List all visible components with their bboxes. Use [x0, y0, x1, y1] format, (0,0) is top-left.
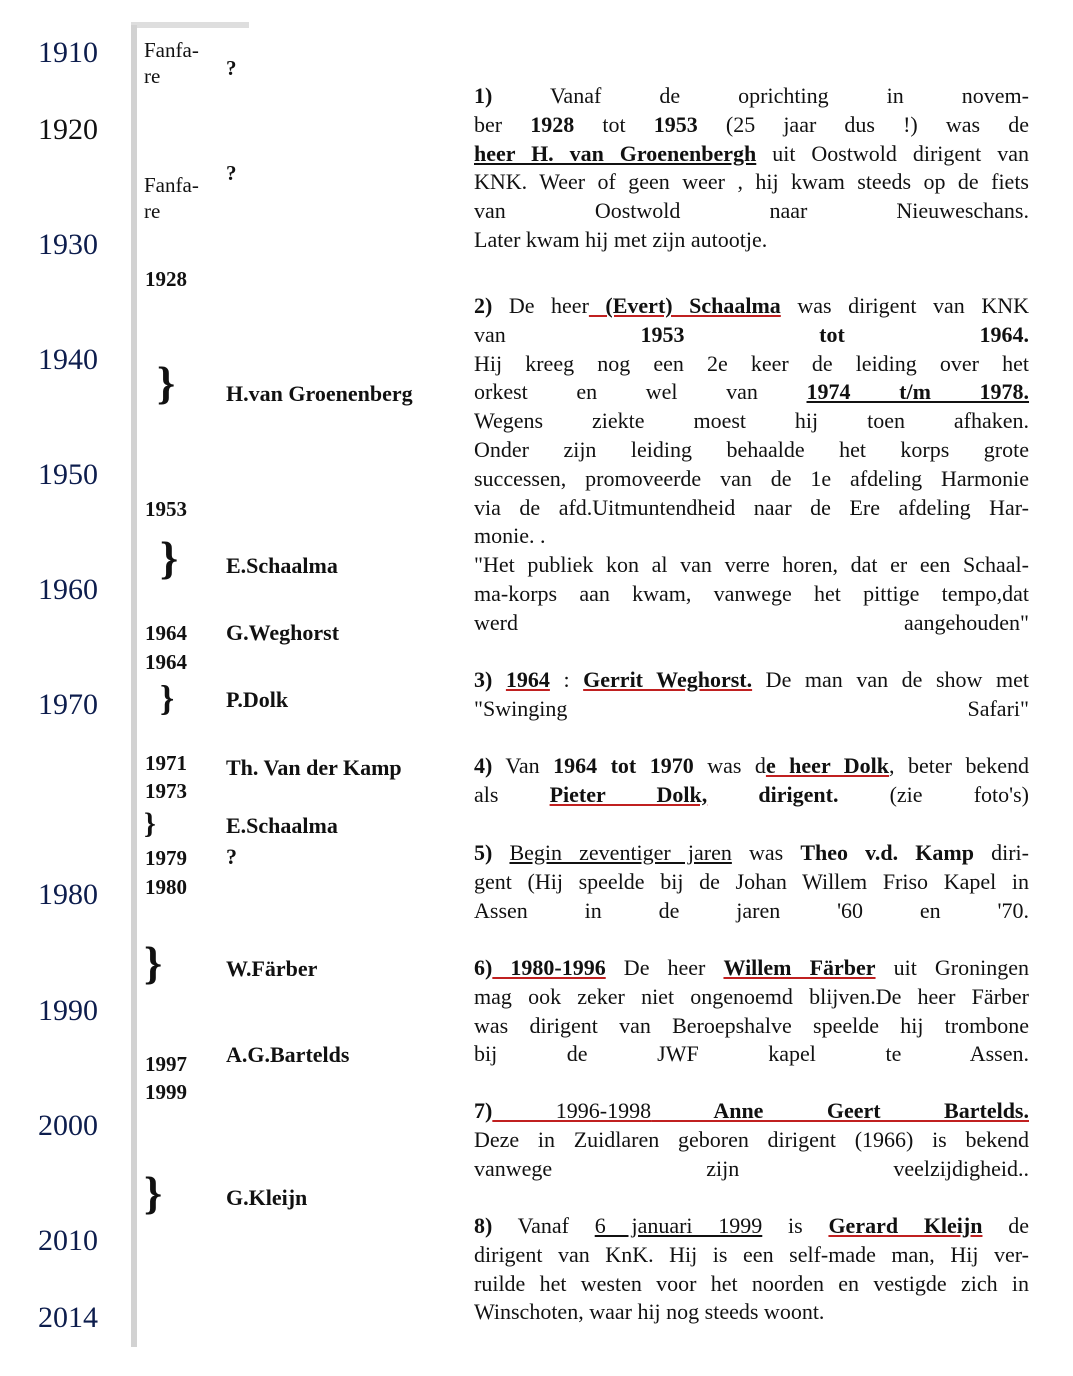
paragraph-5-number: 5)	[474, 840, 493, 865]
paragraph-2-line-10: "Het publiek kon al van verre horen, dat er een Schaal-	[474, 552, 1029, 578]
year-1973: 1973	[145, 779, 187, 803]
year-1971: 1971	[145, 751, 187, 775]
conductor-schaalma-2: E.Schaalma	[226, 813, 338, 838]
year-1964-a: 1964	[145, 621, 187, 645]
decade-2014: 2014	[38, 1301, 98, 1334]
p8-text: de	[982, 1213, 1029, 1238]
paragraph-2-number: 2)	[474, 293, 493, 318]
fanfare-label-2-line-1: Fanfa-	[144, 173, 199, 197]
p3-text: :	[549, 667, 584, 692]
paragraph-1	[474, 82, 1029, 255]
brace-5: }	[144, 937, 163, 988]
paragraph-2	[474, 292, 1029, 638]
brace-1: }	[157, 357, 176, 408]
p3-conductor-name: Gerrit Weghorst.	[583, 667, 753, 692]
decade-1940: 1940	[38, 343, 98, 376]
paragraph-8-line-2: dirigent van KnK. Hij is een self-made man, Hij ver-	[474, 1241, 1029, 1267]
p3-year: 1964	[505, 667, 550, 692]
p4-text: als	[474, 781, 550, 807]
paragraph-5-line-3: Assen in de jaren '60 en '70.	[474, 897, 1029, 923]
paragraph-2-line-7: successen, promoveerde van de 1e afdeling Harmonie	[474, 465, 1029, 491]
p4-conductor: e heer Dolk	[765, 753, 890, 778]
decade-1960: 1960	[38, 573, 98, 606]
paragraph-8-line-3: ruilde het westen voor het noorden en vestigde zich in	[474, 1270, 1029, 1296]
p8-text: is	[762, 1213, 829, 1238]
p1-text: uit Oostwold dirigent van	[756, 140, 1029, 166]
fanfare-label-2	[144, 172, 214, 224]
p6-text: uit Groningen	[875, 955, 1030, 980]
p5-period: Begin zeventiger jaren	[509, 840, 732, 865]
p5-conductor: Theo v.d. Kamp	[800, 840, 974, 865]
conductor-schaalma-1: E.Schaalma	[226, 553, 338, 578]
p1-conductor-name: heer H. van Groenenbergh	[474, 140, 757, 166]
paragraph-1-number: 1)	[474, 83, 493, 108]
paragraph-6-line-3: was dirigent van Beroepshalve speelde hij trombone	[474, 1012, 1029, 1038]
year-1999: 1999	[145, 1080, 187, 1104]
paragraph-1-line-4: KNK. Weer of geen weer , hij kwam steeds op de fiets	[474, 169, 1029, 195]
paragraph-7-line-2: Deze in Zuidlaren geboren dirigent (1966) is bekend	[474, 1126, 1029, 1152]
paragraph-4-number: 4)	[474, 753, 493, 778]
paragraph-7-line-3: vanwege zijn veelzijdigheid..	[474, 1155, 1029, 1181]
p4-text: , beter bekend	[889, 753, 1030, 778]
p6-years: 1980-1996	[492, 955, 606, 980]
conductor-van-der-kamp: Th. Van der Kamp	[226, 755, 402, 780]
timeline-bar	[131, 25, 137, 1347]
paragraph-3-number: 3)	[474, 667, 493, 692]
paragraph-8	[474, 1212, 1029, 1327]
paragraph-1-line-6: Later kwam hij met zijn autootje.	[474, 226, 768, 252]
p2-text: was dirigent van KNK	[780, 293, 1029, 318]
question-mark-2: ?	[226, 161, 237, 185]
p2-text: van	[474, 321, 641, 347]
decade-2010: 2010	[38, 1224, 98, 1257]
paragraph-1-line-1: Vanaf de oprichting in novem-	[549, 83, 1029, 108]
year-1997: 1997	[145, 1052, 187, 1076]
decade-1950: 1950	[38, 458, 98, 491]
p4-text: Van	[492, 753, 554, 778]
paragraph-5	[474, 839, 1029, 925]
conductor-weghorst: G.Weghorst	[226, 620, 340, 645]
paragraph-3-line-2: "Swinging Safari"	[474, 695, 1029, 721]
year-1980: 1980	[145, 875, 187, 899]
decade-1980: 1980	[38, 878, 98, 911]
paragraph-2-line-8: via de afd.Uitmuntendheid naar de Ere afdeling Har-	[474, 494, 1029, 520]
p2-text: De heer	[492, 293, 589, 318]
p4-text: (zie foto's)	[838, 781, 1029, 807]
paragraph-5-line-2: gent (Hij speelde bij de Johan Willem Friso Kapel in	[474, 868, 1029, 894]
p5-text: diri-	[973, 840, 1029, 865]
p3-text: De man van de show met	[752, 667, 1030, 692]
fanfare-label-1-line-2: re	[144, 64, 161, 88]
brace-6: }	[144, 1167, 163, 1218]
conductor-groenenberg: H.van Groenenberg	[226, 381, 413, 406]
p4-text: was d	[693, 753, 766, 778]
paragraph-8-line-4: Winschoten, waar hij nog steeds woont.	[474, 1299, 825, 1325]
p1-text: tot	[574, 111, 654, 137]
p4-dirigent: dirigent.	[707, 781, 839, 807]
conductor-kleijn: G.Kleijn	[226, 1185, 308, 1210]
fanfare-label-1-line-1: Fanfa-	[144, 38, 199, 62]
year-1979: 1979	[145, 846, 187, 870]
paragraph-4	[474, 752, 1029, 810]
conductor-farber: W.Färber	[226, 956, 318, 981]
decade-2000: 2000	[38, 1109, 98, 1142]
fanfare-label-2-line-2: re	[144, 199, 161, 223]
paragraph-2-line-6: Onder zijn leiding behaalde het korps grote	[474, 436, 1029, 462]
conductor-unknown: ?	[226, 844, 237, 869]
p2-years: 1953 tot 1964.	[640, 321, 1030, 347]
paragraph-7	[474, 1097, 1029, 1183]
p2-years-second: 1974 t/m 1978.	[806, 379, 1030, 405]
year-1953: 1953	[145, 497, 187, 521]
paragraph-2-line-9: monie. .	[474, 523, 546, 549]
decade-1930: 1930	[38, 228, 98, 261]
paragraph-7-number: 7)	[474, 1098, 493, 1123]
p1-year-1928: 1928	[530, 111, 575, 137]
paragraph-2-line-11: ma-korps aan kwam, vanwege het pittige tempo,dat	[474, 580, 1029, 606]
paragraph-6	[474, 954, 1029, 1069]
decade-1910: 1910	[38, 36, 98, 69]
p2-text: orkest en wel van	[474, 379, 807, 405]
paragraph-2-line-5: Wegens ziekte moest hij toen afhaken.	[474, 408, 1029, 434]
p2-conductor-name: (Evert) Schaalma	[588, 293, 781, 318]
p6-text: De heer	[605, 955, 724, 980]
paragraph-1-line-5: van Oostwold naar Nieuweschans.	[474, 198, 1029, 224]
p4-years: 1964 tot 1970	[553, 753, 694, 778]
paragraph-6-line-2: mag ook zeker niet ongenoemd blijven.De heer Färber	[474, 983, 1029, 1009]
p4-conductor-full: Pieter Dolk,	[549, 781, 708, 807]
year-1964-b: 1964	[145, 650, 187, 674]
conductor-bartelds: A.G.Bartelds	[226, 1042, 350, 1067]
p1-year-1953: 1953	[653, 111, 698, 137]
brace-2: }	[160, 532, 179, 583]
decade-1970: 1970	[38, 688, 98, 721]
paragraph-6-line-4: bij de JWF kapel te Assen.	[474, 1041, 1029, 1067]
decade-1920: 1920	[38, 113, 98, 146]
paragraph-6-number: 6)	[474, 955, 493, 980]
brace-4: }	[144, 807, 156, 840]
fanfare-label-1	[144, 37, 214, 89]
p5-text: was	[731, 840, 801, 865]
p8-date: 6 januari 1999	[594, 1213, 763, 1238]
p7-years: 1996-1998	[492, 1098, 652, 1123]
p1-text: (25 jaar dus !) was de	[697, 111, 1030, 137]
brace-3: }	[160, 678, 175, 718]
paragraph-2-line-3: Hij kreeg nog een 2e keer de leiding over het	[474, 350, 1029, 376]
p1-text: ber	[474, 111, 531, 137]
year-1928: 1928	[145, 267, 187, 291]
paragraph-3	[474, 666, 1029, 724]
p6-conductor: Willem Färber	[723, 955, 876, 980]
decade-1990: 1990	[38, 994, 98, 1027]
paragraph-2-line-12: werd aangehouden"	[474, 609, 1029, 635]
p8-text: Vanaf	[492, 1213, 595, 1238]
question-mark-1: ?	[226, 56, 237, 80]
p8-conductor: Gerard Kleijn	[828, 1213, 983, 1238]
paragraph-8-number: 8)	[474, 1213, 493, 1238]
timeline-cap	[131, 22, 249, 28]
conductor-dolk: P.Dolk	[226, 687, 289, 712]
p7-conductor: Anne Geert Bartelds.	[651, 1098, 1029, 1123]
